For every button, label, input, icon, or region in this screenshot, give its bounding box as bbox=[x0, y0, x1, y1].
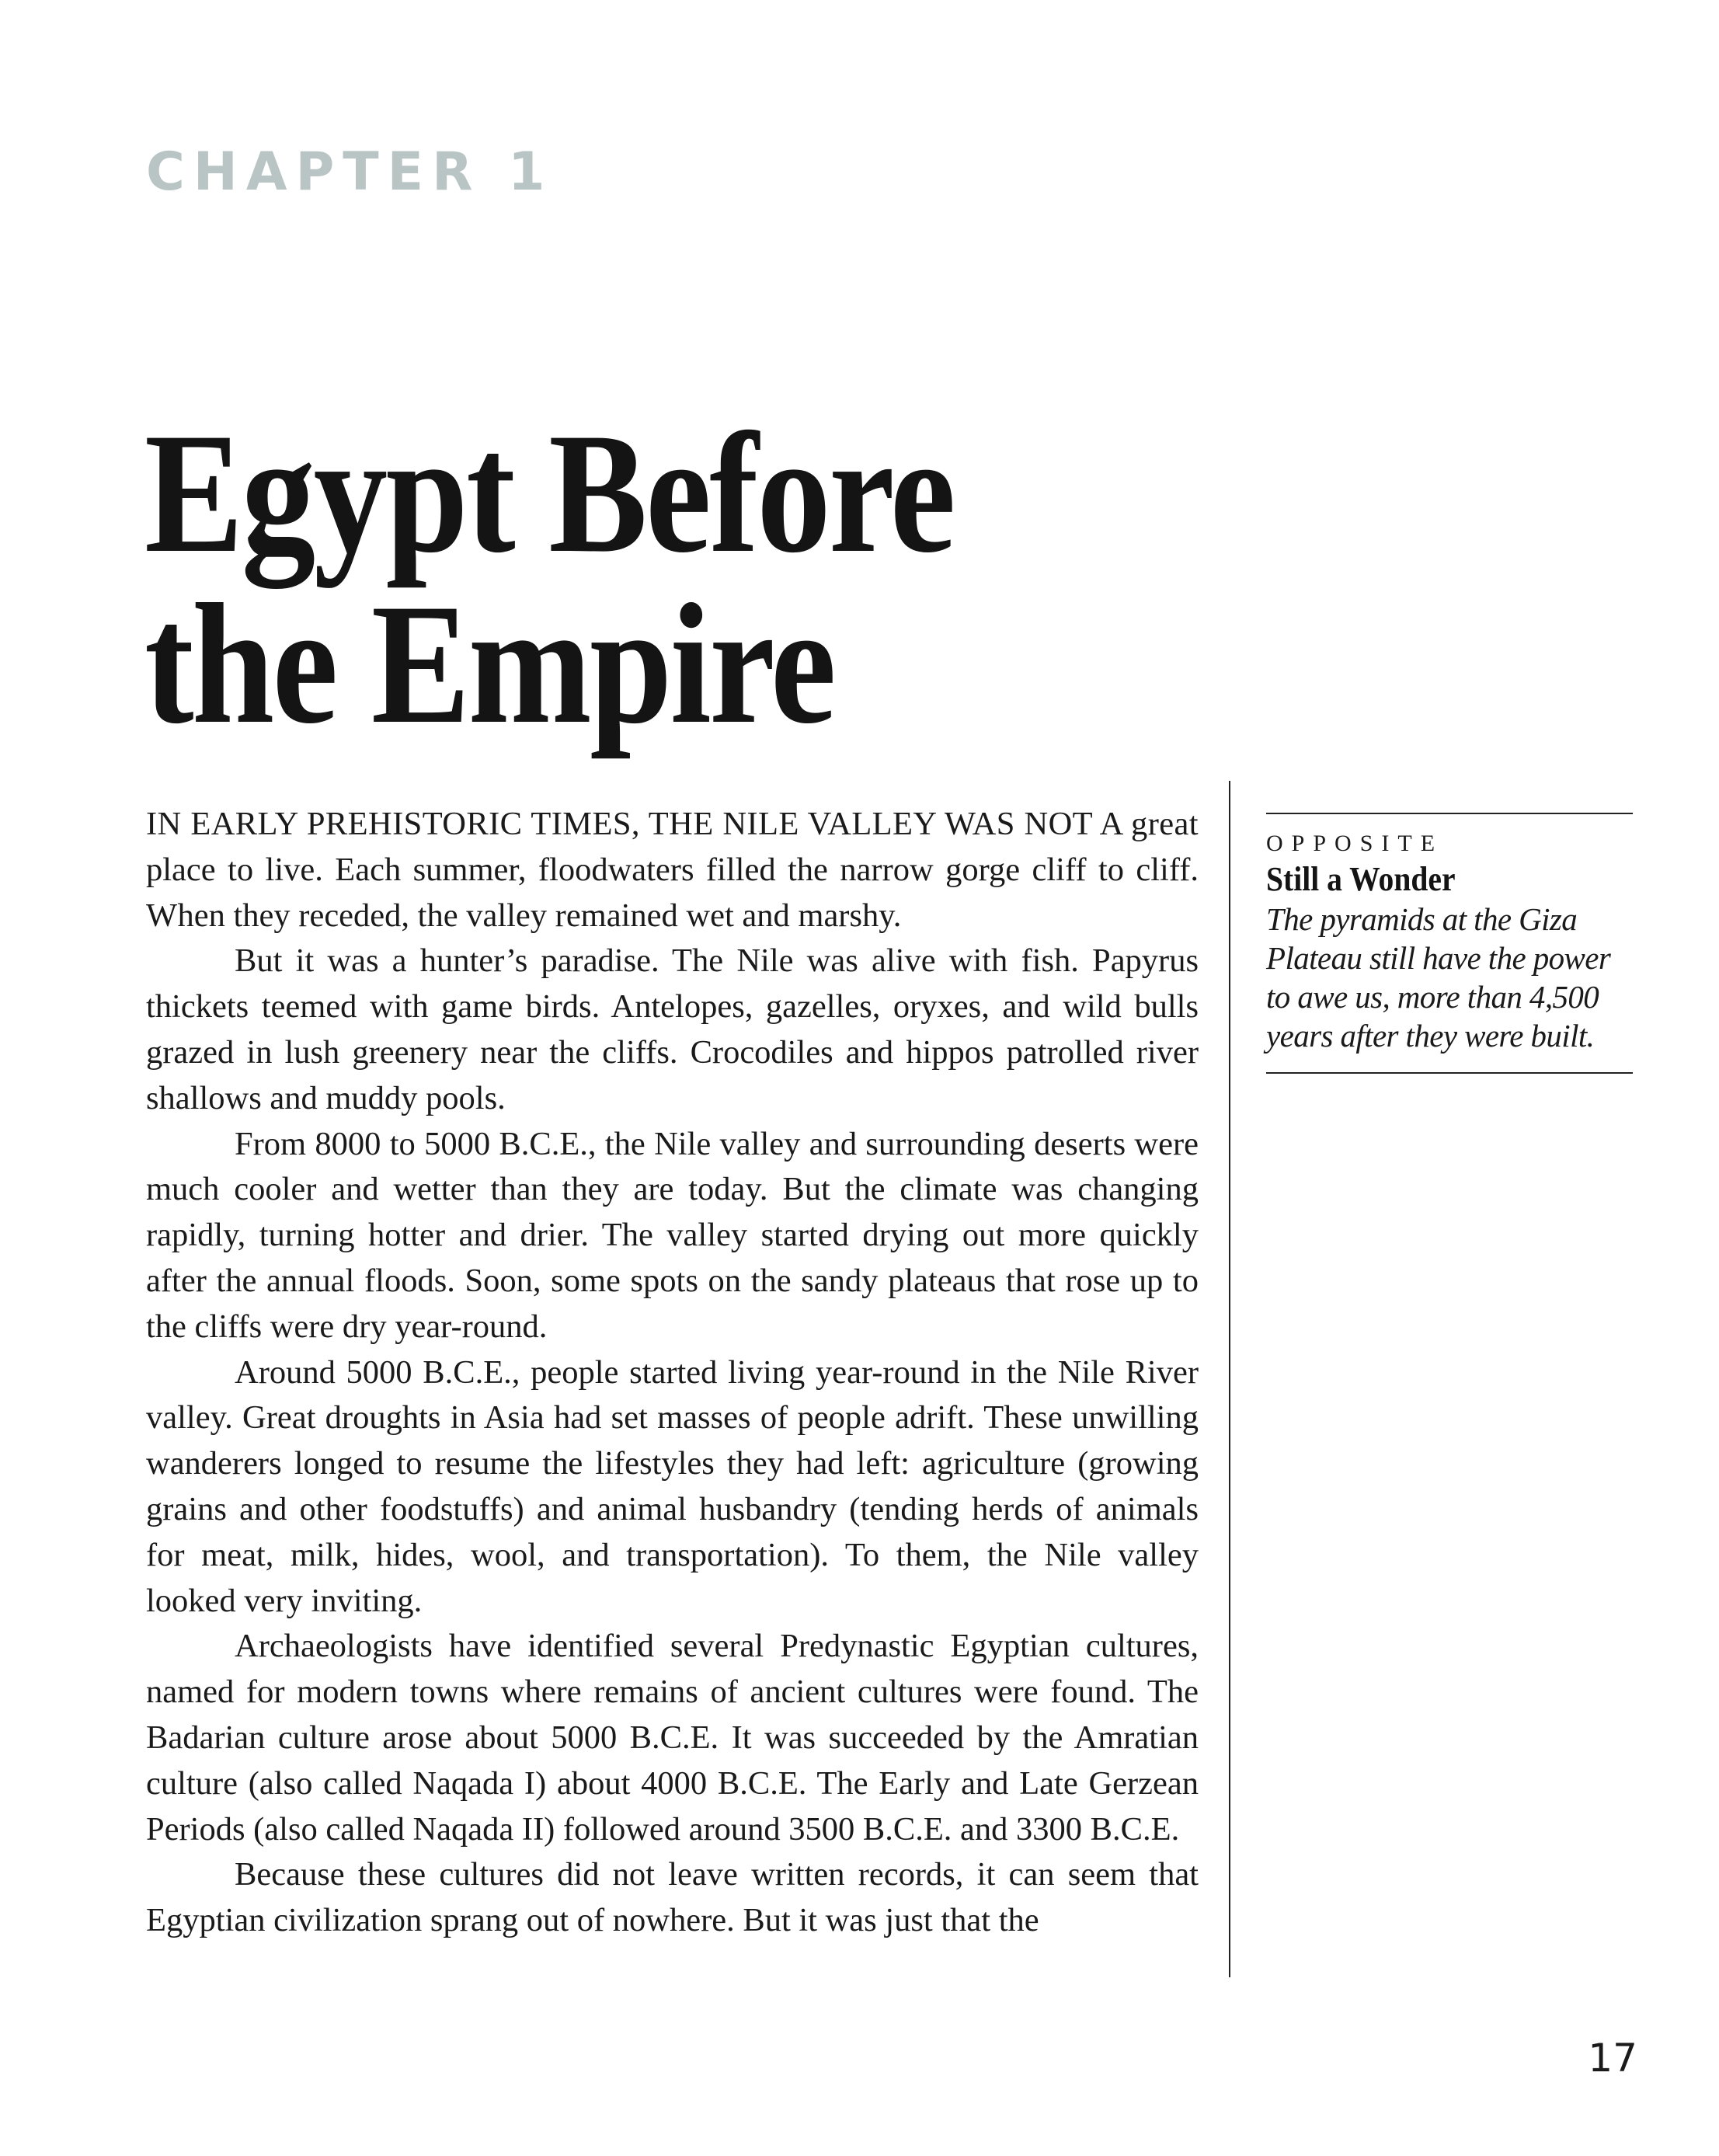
caption-kicker: OPPOSITE bbox=[1266, 831, 1444, 856]
page-number: 17 bbox=[1588, 2036, 1637, 2081]
paragraph-2: But it was a hunter’s paradise. The Nile was alive with fish. Papyrus thickets teemed with game birds. Antelopes, gazelles, oryxes, and wild bulls grazed in lush greenery near the cliffs. Crocodiles and hippos patrolled river shallows and muddy pools. bbox=[146, 942, 1199, 1116]
caption-title: Still a Wonder bbox=[1266, 860, 1456, 898]
paragraph-4: Around 5000 B.C.E., people started living year-round in the Nile River valley. Great droughts in Asia had set masses of people adrift. These unwilling wanderers longed to resume the lifestyles they had left: agriculture (growing grains and other foodstuffs) and animal husbandry (tending herds of animals for meat, milk, hides, wool, and transportation). To them, the Nile valley looked very inviting. bbox=[146, 1353, 1199, 1619]
paragraph-3: From 8000 to 5000 B.C.E., the Nile valley and surrounding deserts were much cooler and wetter than they are today. But the climate was changing rapidly, turning hotter and drier. The valley started drying out more quickly after the annual floods. Soon, some spots on the sandy plateaus that rose up to the cliffs were dry year-round. bbox=[146, 1125, 1199, 1345]
photo-caption bbox=[1266, 813, 1633, 1074]
paragraph-5: Archaeologists have identified several Predynastic Egyptian cultures, named for modern towns where remains of ancient cultures were found. The Badarian culture arose about 5000 B.C.E. It was succeeded by the Amratian culture (also called Naqada I) about 4000 B.C.E. The Early and Late Gerzean Periods (also called Naqada II) followed around 3500 B.C.E. and 3300 B.C.E. bbox=[146, 1628, 1199, 1848]
chapter-label: CHAPTER 1 bbox=[146, 141, 554, 203]
paragraph-1: IN EARLY PREHISTORIC TIMES, THE NILE VALLEY WAS NOT A great place to live. Each summer, floodwaters filled the narrow gorge cliff to cliff. When they receded, the valley remained wet and marshy. bbox=[146, 806, 1199, 934]
chapter-title-line-2: the Empire bbox=[144, 569, 835, 760]
chapter-title-line-1: Egypt Before bbox=[144, 398, 954, 589]
paragraph-6: Because these cultures did not leave written records, it can seem that Egyptian civilization sprang out of nowhere. But it was just that the bbox=[146, 1856, 1199, 1939]
chapter-title bbox=[144, 398, 954, 760]
body-text bbox=[146, 802, 1199, 1944]
column-divider bbox=[1229, 781, 1230, 1977]
caption-body: The pyramids at the Giza Plateau still have the power to awe us, more than 4,500 years after they were built. bbox=[1266, 901, 1611, 1054]
